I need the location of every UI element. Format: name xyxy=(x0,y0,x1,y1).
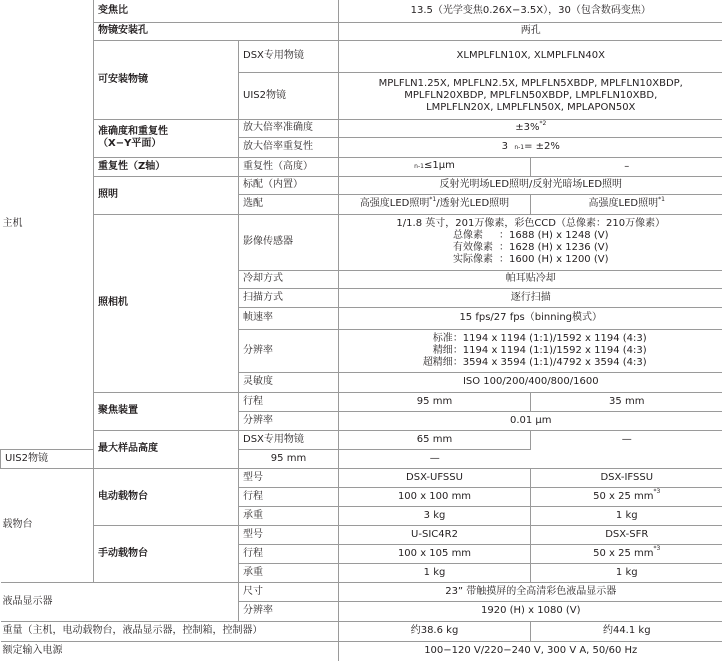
manual-stroke-b: 50 x 25 $mm^{*3}$ xyxy=(531,544,722,563)
row-manual-model xyxy=(1,525,722,544)
motor-load-label: 承重 xyxy=(239,506,339,525)
accuracy-label-line1: 准确度和重复性 xyxy=(98,126,168,137)
lcd-size-value: 23” 带触摸屏的全高清彩色液晶显示器 xyxy=(339,582,722,601)
camera-resolution-value xyxy=(339,329,722,372)
camera-resolution-label: 分辨率 xyxy=(239,329,339,372)
zoom-ratio-value: 13.5（光学变焦0.26X−3.5X），30（包含数码变焦） xyxy=(339,0,722,22)
max-height-dsx-a: 65 mm xyxy=(339,430,531,449)
lcd-res-label: 分辨率 xyxy=(239,601,339,621)
row-lcd-size xyxy=(1,582,722,601)
row-motor-model xyxy=(1,468,722,487)
sensitivity-label: 灵敏度 xyxy=(239,372,339,392)
row-magnification-accuracy xyxy=(1,119,722,137)
image-sensor-value xyxy=(339,214,722,270)
frame-rate-label: 帧速率 xyxy=(239,307,339,329)
row-zoom-ratio xyxy=(1,0,722,22)
motor-stroke-label: 行程 xyxy=(239,487,339,506)
motor-stroke-a: 100 x 100 mm xyxy=(339,487,531,506)
max-height-dsx-b: — xyxy=(531,430,722,449)
scan-mode-value: 逐行扫描 xyxy=(339,288,722,307)
lcd-label: 液晶显示器 xyxy=(1,582,239,621)
uis2-objective-label: UIS2物镜 xyxy=(239,72,339,119)
cooling-label: 冷却方式 xyxy=(239,270,339,288)
row-dsx-objective xyxy=(1,40,722,72)
manual-stroke-label: 行程 xyxy=(239,544,339,563)
dsx-objective-value: XLMPLFLN10X, XLMPLFLN40X xyxy=(339,40,722,72)
row-power xyxy=(1,641,722,661)
image-sensor-label: 影像传感器 xyxy=(239,214,339,270)
max-height-uis2-a: 95 mm xyxy=(239,449,339,468)
weight-value-a: 约38.6 kg xyxy=(339,621,531,641)
focus-stroke-label: 行程 xyxy=(239,392,339,411)
magnification-repeat-label: 放大倍率重复性 xyxy=(239,137,339,157)
manual-model-label: 型号 xyxy=(239,525,339,544)
row-illumination-standard xyxy=(1,176,722,194)
uis2-objective-value xyxy=(339,72,722,119)
max-height-uis2-b: — xyxy=(339,449,531,468)
z-repeat-label: 重复性（Z轴） xyxy=(94,157,239,176)
sensitivity-value: ISO 100/200/400/800/1600 xyxy=(339,372,722,392)
illumination-standard-label: 标配（内置） xyxy=(239,176,339,194)
accuracy-label xyxy=(94,119,239,157)
objective-mount-label: 物镜安装孔 xyxy=(94,22,339,40)
focus-resolution-label: 分辨率 xyxy=(239,411,339,430)
motor-model-b: DSX-IFSSU xyxy=(531,468,722,487)
motor-stroke-b: 50 x 25 $mm^{*3}$ xyxy=(531,487,722,506)
weight-value-b: 约44.1 kg xyxy=(531,621,722,641)
row-image-sensor xyxy=(1,214,722,270)
illumination-option-b: 高强度LED照明$^{*1}$ xyxy=(531,194,722,214)
objective-mount-value: 两孔 xyxy=(339,22,722,40)
z-repeat-value-b: – xyxy=(531,157,722,176)
focus-stroke-a: 95 mm xyxy=(339,392,531,411)
lcd-size-label: 尺寸 xyxy=(239,582,339,601)
weight-label: 重量（主机，电动载物台，液晶显示器，控制箱，控制器） xyxy=(1,621,339,641)
magnification-accuracy-value: ±3%$^{*2}$ xyxy=(339,119,722,137)
magnification-repeat-value: 3 n-1= ±2% xyxy=(339,137,722,157)
main-unit-label: 主机 xyxy=(2,218,23,230)
sensor-line-1: 1/1.8 英寸，201万像素，彩色CCD（总像素：210万像素） xyxy=(396,218,666,229)
illumination-option-label: 选配 xyxy=(239,194,339,214)
motor-model-label: 型号 xyxy=(239,468,339,487)
power-value: 100−120 V/220−240 V, 300 V A, 50/60 Hz xyxy=(339,641,722,661)
uis2-line-1: MPLFLN1.25X, MPLFLN2.5X, MPLFLN5XBDP, MPLFLN10XBDP, xyxy=(378,77,683,89)
uis2-line-3: LMPLFLN20X, LMPLFLN50X, MPLAPON50X xyxy=(426,101,636,113)
manual-load-a: 1 kg xyxy=(339,563,531,582)
row-objective-mount xyxy=(1,22,722,40)
row-weight xyxy=(1,621,722,641)
frame-rate-value: 15 fps/27 fps（binning模式） xyxy=(339,307,722,329)
row-z-repeatability xyxy=(1,157,722,176)
motor-model-a: DSX-UFSSU xyxy=(339,468,531,487)
z-repeat-value: n-1≤1μm xyxy=(339,157,531,176)
uis2-line-2: MPLFLN20XBDP, MPLFLN50XBDP, LMPLFLN10XBD, xyxy=(404,89,658,101)
resolution-block: 标准：1194 x 1194 (1:1)/1592 x 1194 (4:3) 精细：1194 x 1194 (1:1)/1592 x 1194 (4:3) 超精细：3594 x 3594 (1:1)/4792 x 3594 (4:3) xyxy=(422,332,647,368)
motor-stage-label: 电动载物台 xyxy=(94,468,239,525)
dsx-objective-label: DSX专用物镜 xyxy=(239,40,339,72)
manual-load-b: 1 kg xyxy=(531,563,722,582)
z-repeat-sub-label: 重复性（高度） xyxy=(239,157,339,176)
illumination-standard-value: 反射光明场LED照明/反射光暗场LED照明 xyxy=(339,176,722,194)
manual-stage-label: 手动载物台 xyxy=(94,525,239,582)
illumination-label: 照明 xyxy=(94,176,239,214)
scan-mode-label: 扫描方式 xyxy=(239,288,339,307)
mountable-objectives-label: 可安装物镜 xyxy=(94,40,239,119)
illumination-option-a: 高强度LED照明$^{*1}$/透射光LED照明 xyxy=(339,194,531,214)
power-label: 额定输入电源 xyxy=(1,641,339,661)
manual-load-label: 承重 xyxy=(239,563,339,582)
footnote-2: *2 xyxy=(539,119,547,127)
zoom-ratio-label: 变焦比 xyxy=(94,0,339,22)
max-height-label: 最大样品高度 xyxy=(94,430,239,468)
manual-model-a: U-SIC4R2 xyxy=(339,525,531,544)
focus-label: 聚焦装置 xyxy=(94,392,239,430)
manual-stroke-a: 100 x 105 mm xyxy=(339,544,531,563)
magnification-accuracy-label: 放大倍率准确度 xyxy=(239,119,339,137)
row-max-height-dsx xyxy=(1,430,722,449)
focus-stroke-b: 35 mm xyxy=(531,392,722,411)
max-height-dsx-label: DSX专用物镜 xyxy=(239,430,339,449)
stage-label: 载物台 xyxy=(1,468,94,582)
sensor-pixel-block: 总像素 ：1688 (H) x 1248 (V) 有效像素 ：1628 (H) x 1236 (V) 实际像素 ：1600 (H) x 1200 (V) xyxy=(453,230,609,265)
focus-resolution-value: 0.01 μm xyxy=(339,411,722,430)
row-focus-stroke xyxy=(1,392,722,411)
camera-label: 照相机 xyxy=(94,214,239,392)
accuracy-label-line2: （X−Y平面） xyxy=(98,138,162,149)
manual-model-b: DSX-SFR xyxy=(531,525,722,544)
max-height-uis2-label: UIS2物镜 xyxy=(1,449,94,468)
lcd-res-value: 1920 (H) x 1080 (V) xyxy=(339,601,722,621)
motor-load-a: 3 kg xyxy=(339,506,531,525)
motor-load-b: 1 kg xyxy=(531,506,722,525)
cooling-value: 帕耳贴冷却 xyxy=(339,270,722,288)
